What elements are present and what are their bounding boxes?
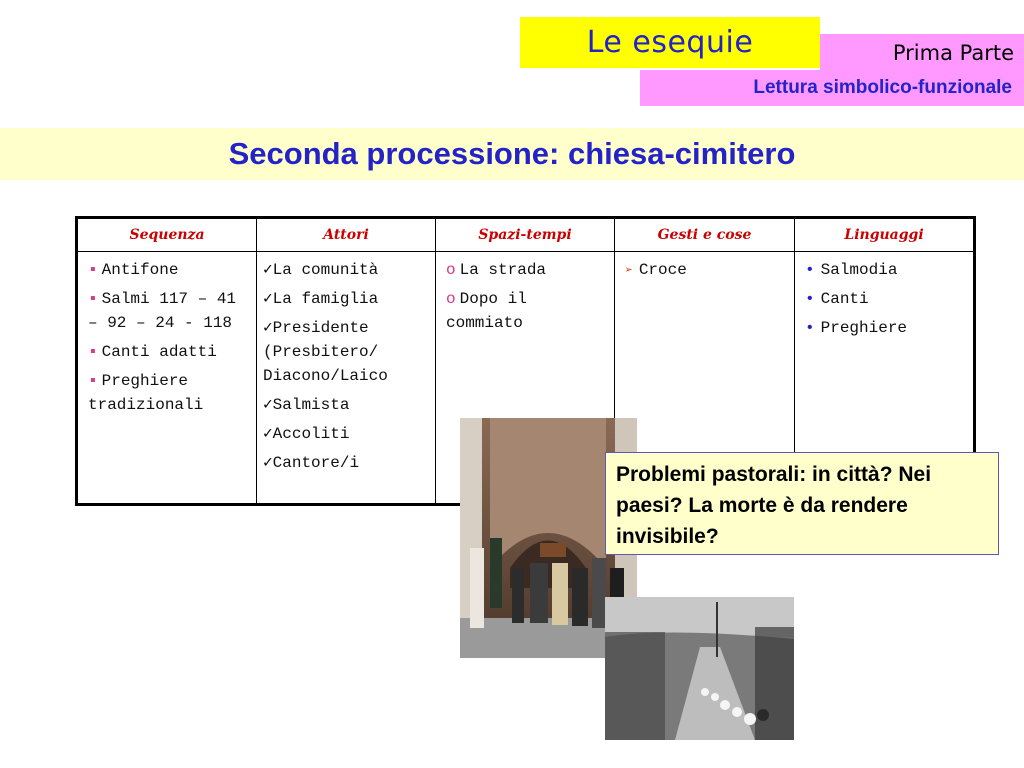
square-bullet-icon: ▪ [88,290,98,308]
checkmark-icon: ✓ [263,261,273,279]
list-item: o Dopo il commiato [446,290,527,332]
square-bullet-icon: ▪ [88,261,98,279]
column-header-linguaggi: Linguaggi [795,218,975,252]
list-item: • Canti [805,290,869,308]
list-item: ✓Salmista [263,396,350,414]
list-item: o La strada [446,261,547,279]
dot-bullet-icon: • [805,261,815,279]
dot-bullet-icon: • [805,319,815,337]
page-title: Seconda processione: chiesa-cimitero [228,136,796,171]
heading-band [0,128,1024,180]
square-bullet-icon: ▪ [88,343,98,361]
square-bullet-icon: ▪ [88,372,98,390]
checkmark-icon: ✓ [263,454,273,472]
list-item: • Preghiere [805,319,908,337]
arrow-bullet-icon: ➢ [625,263,633,278]
cell-sequenza [77,252,257,505]
cell-attori [257,252,436,505]
list-item: ➢ Croce [625,261,687,279]
table-header-row [77,218,975,252]
dot-bullet-icon: • [805,290,815,308]
list-item: ▪ Antifone [88,261,179,279]
column-header-gesti-cose: Gesti e cose [615,218,795,252]
part-label: Prima Parte [892,41,1014,65]
part-banner [820,34,1024,72]
circle-bullet-icon: o [446,290,456,308]
column-header-sequenza: Sequenza [77,218,257,252]
checkmark-icon: ✓ [263,396,273,414]
checkmark-icon: ✓ [263,425,273,443]
list-item: ✓La famiglia [263,290,379,308]
checkmark-icon: ✓ [263,319,273,337]
title-banner [520,17,820,68]
list-item: ▪ Preghiere tradizionali [88,372,204,414]
slide-main-title: Le esequie [586,25,754,60]
list-item: ✓Accoliti [263,425,350,443]
list-item: ✓La comunità [263,261,379,279]
list-item: ▪ Canti adatti [88,343,217,361]
column-header-spazi-tempi: Spazi-tempi [436,218,615,252]
pastoral-problems-callout [605,452,999,555]
list-item: ✓Cantore/i [263,454,360,472]
callout-text: Problemi pastorali: in città? Nei paesi? La morte è da rendere invisibile? [616,463,932,548]
subtitle-label: Lettura simbolico-funzionale [753,77,1012,98]
list-item: • Salmodia [805,261,898,279]
subtitle-banner [640,70,1024,106]
list-item: ✓Presidente (Presbitero/ Diacono/Laico [263,319,388,385]
list-item: ▪ Salmi 117 – 41 – 92 – 24 - 118 [88,290,237,332]
checkmark-icon: ✓ [263,290,273,308]
funeral-road-procession-photo [605,597,794,740]
circle-bullet-icon: o [446,261,456,279]
column-header-attori: Attori [257,218,436,252]
